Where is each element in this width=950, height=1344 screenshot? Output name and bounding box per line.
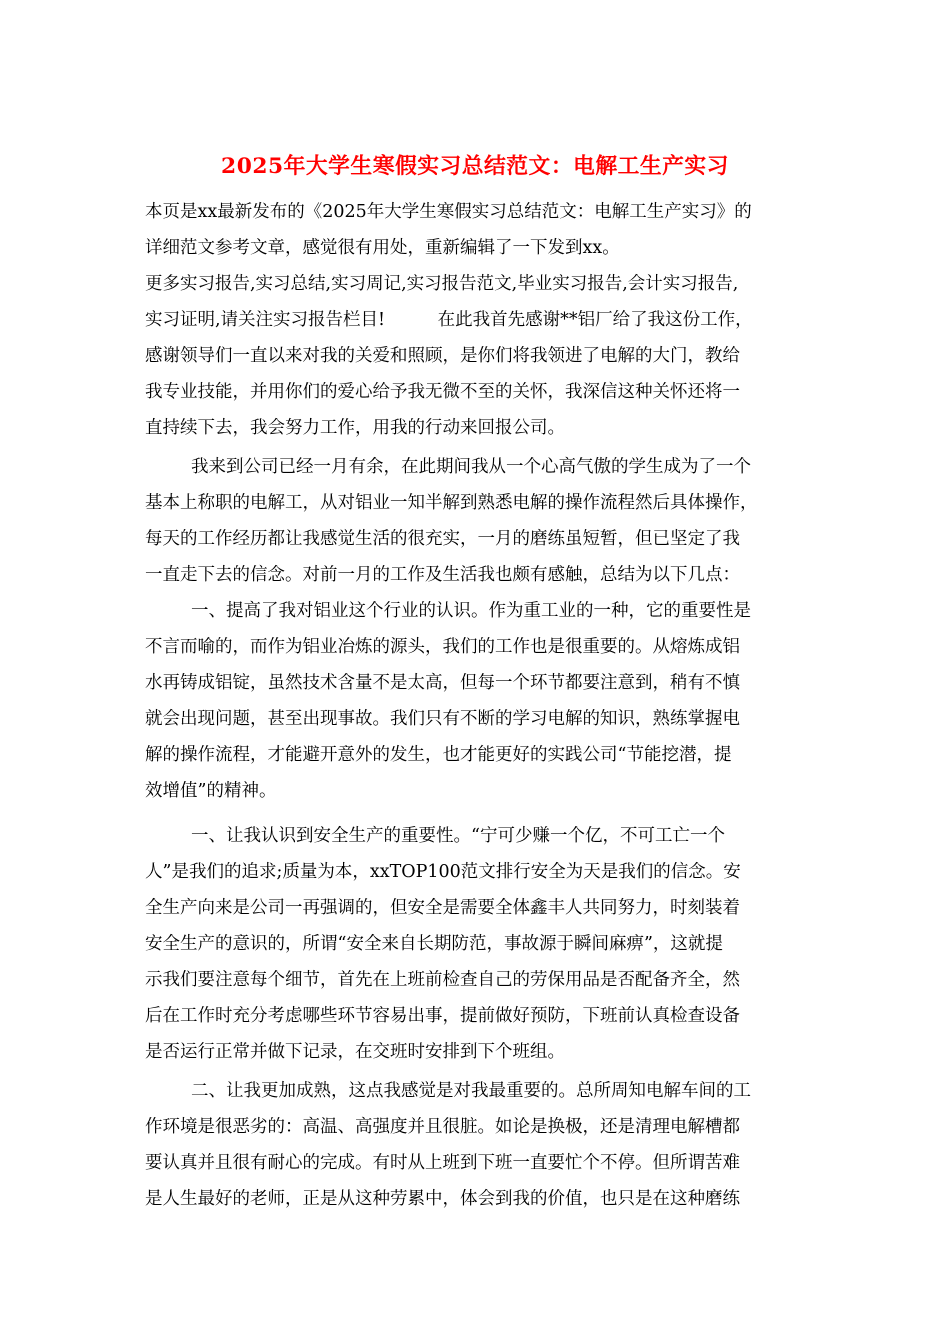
text-line-24: 是否运行正常并做下记录，在交班时安排到下个班组。 (145, 1042, 565, 1062)
text-line-4: 实习证明,请关注实习报告栏目! 在此我首先感谢**铝厂给了我这份工作， (145, 310, 753, 330)
text-line-20: 全生产向来是公司一再强调的，但安全是需要全体鑫丰人共同努力，时刻装着 (145, 898, 740, 918)
text-line-11: 一直走下去的信念。对前一月的工作及生活我也颇有感触，总结为以下几点： (145, 565, 740, 585)
text-line-15: 就会出现问题，甚至出现事故。我们只有不断的学习电解的知识，熟练掌握电 (145, 709, 740, 729)
text-line-21: 安全生产的意识的，所谓“安全来自长期防范，事故源于瞬间麻痹”，这就提 (145, 934, 723, 954)
text-line-18: 一、让我认识到安全生产的重要性。“宁可少赚一个亿，不可工亡一个 (191, 826, 725, 846)
text-line-28: 是人生最好的老师，正是从这种劳累中，体会到我的价值，也只是在这种磨练 (145, 1189, 740, 1209)
text-line-23: 后在工作时充分考虑哪些环节容易出事，提前做好预防，下班前认真检查设备 (145, 1006, 740, 1026)
text-line-22: 示我们要注意每个细节，首先在上班前检查自己的劳保用品是否配备齐全，然 (145, 970, 740, 990)
text-line-25: 二、让我更加成熟，这点我感觉是对我最重要的。总所周知电解车间的工 (191, 1081, 751, 1101)
document-title: 2025年大学生寒假实习总结范文：电解工生产实习 (221, 154, 729, 179)
text-line-8: 我来到公司已经一月有余，在此期间我从一个心高气傲的学生成为了一个 (191, 457, 751, 477)
text-line-3: 更多实习报告,实习总结,实习周记,实习报告范文,毕业实习报告,会计实习报告, (145, 274, 739, 294)
text-line-2: 详细范文参考文章，感觉很有用处，重新编辑了一下发到xx。 (145, 238, 620, 258)
text-line-16: 解的操作流程，才能避开意外的发生，也才能更好的实践公司“节能挖潜，提 (145, 745, 732, 765)
text-line-19: 人”是我们的追求;质量为本，xxTOP100范文排行安全为天是我们的信念。安 (145, 862, 741, 882)
text-line-7: 直持续下去，我会努力工作，用我的行动来回报公司。 (145, 418, 565, 438)
text-line-5: 感谢领导们一直以来对我的关爱和照顾，是你们将我领进了电解的大门，教给 (145, 346, 740, 366)
text-line-10: 每天的工作经历都让我感觉生活的很充实，一月的磨练虽短暂，但已坚定了我 (145, 529, 740, 549)
text-line-27: 要认真并且很有耐心的完成。有时从上班到下班一直要忙个不停。但所谓苦难 (145, 1153, 740, 1173)
text-line-1: 本页是xx最新发布的《2025年大学生寒假实习总结范文：电解工生产实习》的 (145, 202, 752, 222)
text-line-17: 效增值”的精神。 (145, 781, 277, 801)
text-line-13: 不言而喻的，而作为铝业冶炼的源头，我们的工作也是很重要的。从熔炼成铝 (145, 637, 740, 657)
text-line-14: 水再铸成铝锭，虽然技术含量不是太高，但每一个环节都要注意到，稍有不慎 (145, 673, 740, 693)
text-line-6: 我专业技能，并用你们的爱心给予我无微不至的关怀，我深信这种关怀还将一 (145, 382, 740, 402)
text-line-26: 作环境是很恶劣的：高温、高强度并且很脏。如论是换极，还是清理电解槽都 (145, 1117, 740, 1137)
text-line-12: 一、提高了我对铝业这个行业的认识。作为重工业的一种，它的重要性是 (191, 601, 751, 621)
text-line-9: 基本上称职的电解工，从对铝业一知半解到熟悉电解的操作流程然后具体操作， (145, 493, 758, 513)
